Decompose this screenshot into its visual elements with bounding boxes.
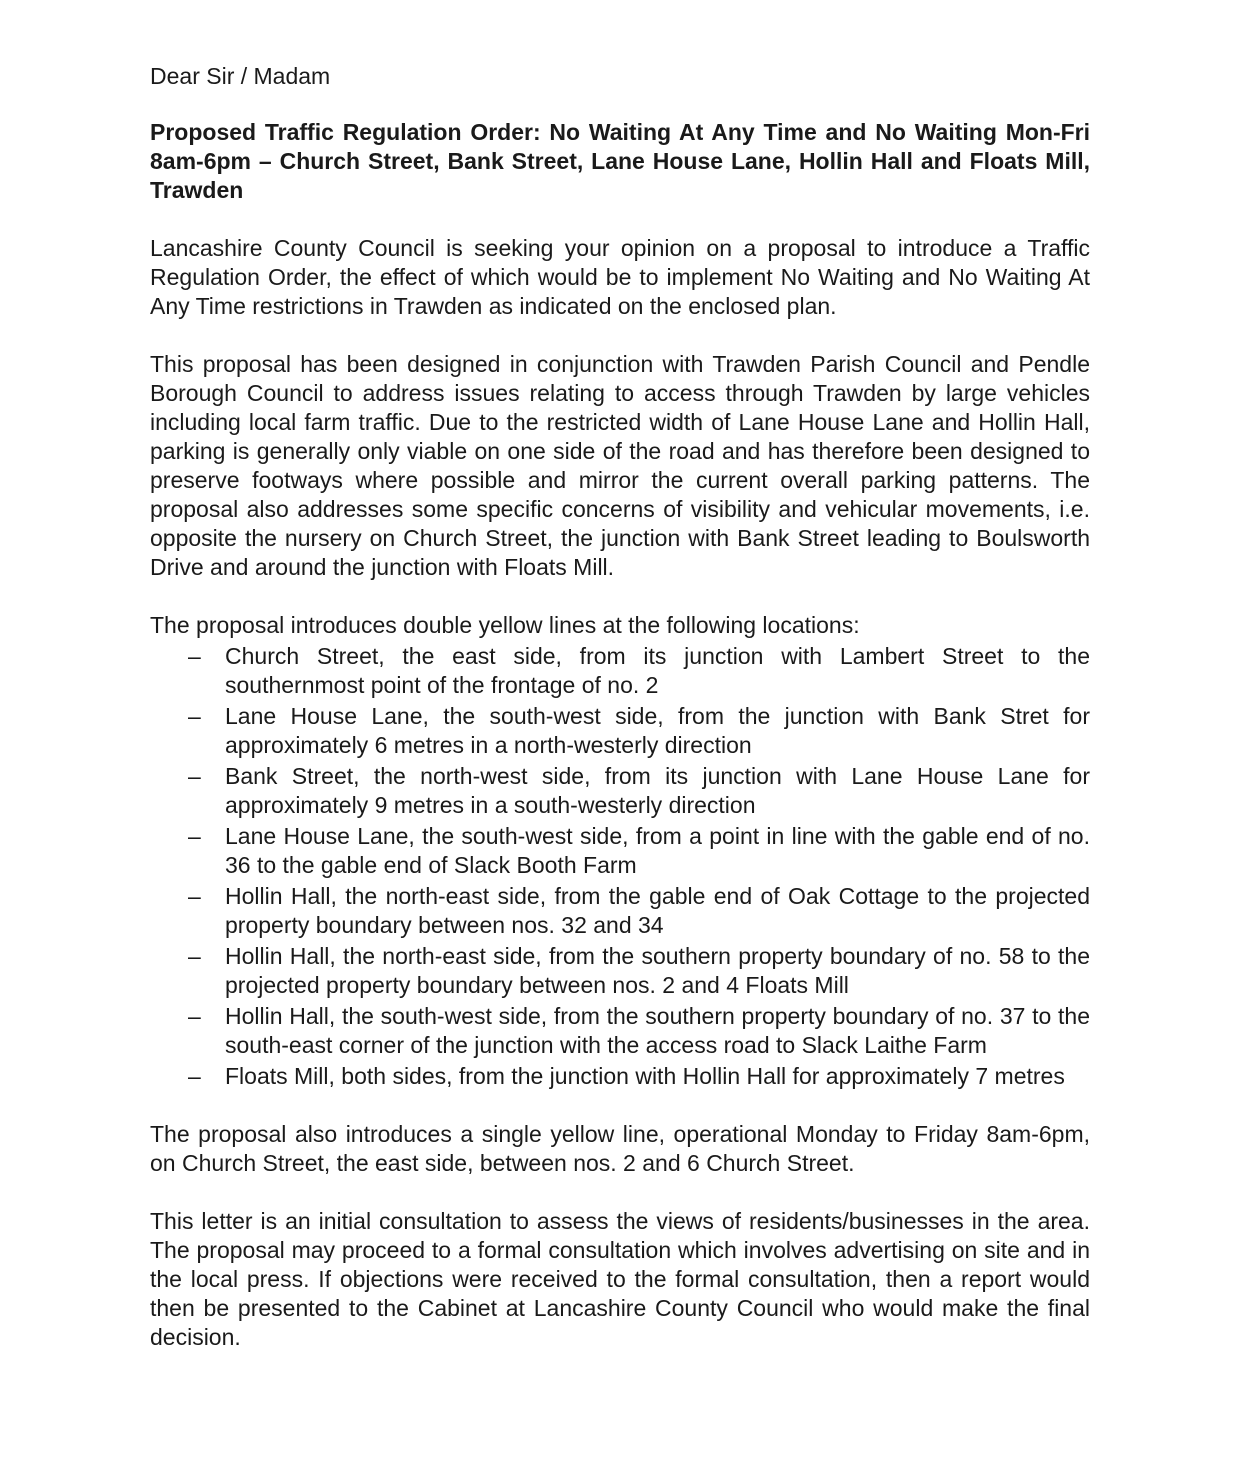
dash-icon: – <box>188 643 201 669</box>
locations-list <box>150 642 1090 1091</box>
list-item <box>150 822 1090 880</box>
dash-icon: – <box>188 763 201 789</box>
list-item <box>150 882 1090 940</box>
list-item <box>150 942 1090 1000</box>
list-item-text: Floats Mill, both sides, from the junction with Hollin Hall for approximately 7 metres <box>225 1063 1065 1089</box>
list-item-text: Church Street, the east side, from its junction with Lambert Street to the southernmost point of the frontage of no. 2 <box>225 643 1090 698</box>
list-item-text: Hollin Hall, the south-west side, from the southern property boundary of no. 37 to the south-east corner of the junction with the access road to Slack Laithe Farm <box>225 1003 1090 1058</box>
list-item <box>150 762 1090 820</box>
list-item-text: Lane House Lane, the south-west side, from a point in line with the gable end of no. 36 to the gable end of Slack Booth Farm <box>225 823 1090 878</box>
subject-heading: Proposed Traffic Regulation Order: No Waiting At Any Time and No Waiting Mon-Fri 8am-6pm – Church Street, Bank Street, Lane House Lane, Hollin Hall and Floats Mill, Trawden <box>150 119 1090 203</box>
paragraph-background: This proposal has been designed in conjunction with Trawden Parish Council and Pendle Borough Council to address issues relating to access through Trawden by large vehicles including local farm traffic. Due to the restricted width of Lane House Lane and Hollin Hall, parking is generally only viable on one side of the road and has therefore been designed to preserve footways where possible and mirror the current overall parking patterns. The proposal also addresses some specific concerns of visibility and vehicular movements, i.e. opposite the nursery on Church Street, the junction with Bank Street leading to Boulsworth Drive and around the junction with Floats Mill. <box>150 351 1090 580</box>
locations-intro: The proposal introduces double yellow lines at the following locations: <box>150 612 860 638</box>
list-item-text: Hollin Hall, the north-east side, from the gable end of Oak Cottage to the projected property boundary between nos. 32 and 34 <box>225 883 1090 938</box>
paragraph-consultation: This letter is an initial consultation to assess the views of residents/businesses in the area. The proposal may proceed to a formal consultation which involves advertising on site and in the local press. If objections were received to the formal consultation, then a report would then be presented to the Cabinet at Lancashire County Council who would make the final decision. <box>150 1208 1090 1350</box>
dash-icon: – <box>188 703 201 729</box>
dash-icon: – <box>188 823 201 849</box>
list-item <box>150 642 1090 700</box>
list-item-text: Hollin Hall, the north-east side, from the southern property boundary of no. 58 to the projected property boundary between nos. 2 and 4 Floats Mill <box>225 943 1090 998</box>
list-item-text: Lane House Lane, the south-west side, from the junction with Bank Stret for approximately 6 metres in a north-westerly direction <box>225 703 1090 758</box>
list-item-text: Bank Street, the north-west side, from its junction with Lane House Lane for approximately 9 metres in a south-westerly direction <box>225 763 1090 818</box>
salutation: Dear Sir / Madam <box>150 63 331 89</box>
list-item <box>150 1062 1090 1091</box>
list-item <box>150 702 1090 760</box>
paragraph-single-yellow-line: The proposal also introduces a single yellow line, operational Monday to Friday 8am-6pm, on Church Street, the east side, between nos. 2 and 6 Church Street. <box>150 1121 1090 1176</box>
list-item <box>150 1002 1090 1060</box>
dash-icon: – <box>188 1063 201 1089</box>
dash-icon: – <box>188 943 201 969</box>
paragraph-intro: Lancashire County Council is seeking your opinion on a proposal to introduce a Traffic Regulation Order, the effect of which would be to implement No Waiting and No Waiting At Any Time restrictions in Trawden as indicated on the enclosed plan. <box>150 235 1090 319</box>
letter-page <box>150 62 1090 1381</box>
dash-icon: – <box>188 1003 201 1029</box>
dash-icon: – <box>188 883 201 909</box>
